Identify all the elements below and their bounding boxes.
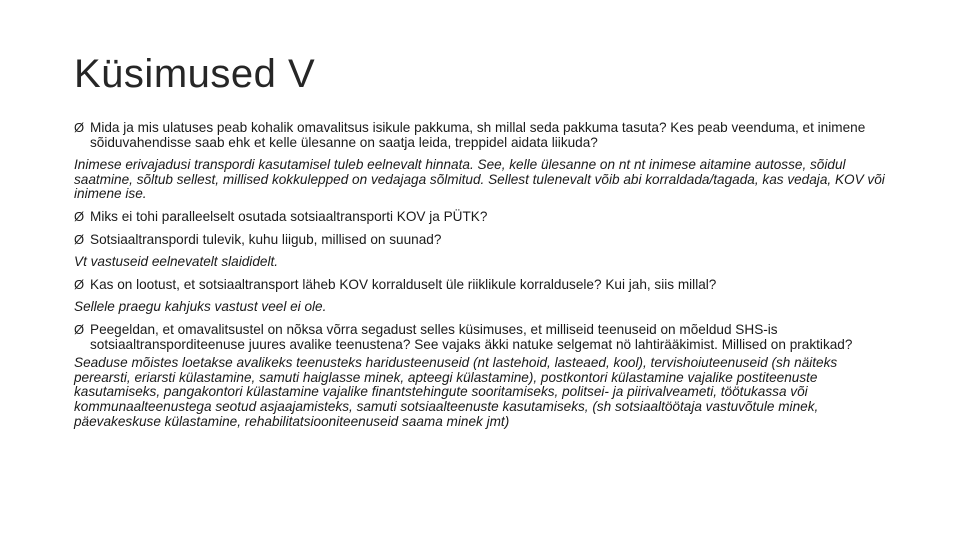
question-text: Kas on lootust, et sotsiaaltransport läheb KOV korralduselt üle riiklikule korraldusele? Kui jah, siis millal? [90, 276, 717, 292]
question-2 [74, 210, 894, 225]
question-text: Mida ja mis ulatuses peab kohalik omavalitsus isikule pakkuma, sh millal seda pakkuma tasuta? Kes peab veenduma, et inimene sõiduvahendisse saab ehk et kelle ülesanne on saatja leida, treppidel aidata liikuda? [90, 120, 866, 150]
slide-content [74, 121, 894, 437]
arrow-bullet-icon: Ø [74, 120, 85, 135]
question-4 [74, 278, 894, 293]
arrow-bullet-icon: Ø [74, 321, 85, 337]
question-text: Peegeldan, et omavalitsustel on nõksa võrra segadust selles küsimuses, et milliseid teenuseid on mõeldud SHS-is sotsiaaltransporditeenuse juures avalike teenustena? See vajaks äkki natuke selgemat nö lahtirääkimist. Millised on praktikad? [90, 321, 853, 352]
answer-5: Seaduse mõistes loetakse avalikeks teenusteks haridusteenuseid (nt lastehoid, lasteaed, kool), tervishoiuteenuseid (sh näiteks perearsti, eriarsti külastamine, samuti haiglasse minek, apteegi külastamine), postkontori külastamine vajalike postiteenuste kasutamiseks, pangakontori külastamine vajalike finantstehingute sooritamiseks, politsei- ja piirivalveameti, töötukassa või kommunaalteenustega seotud asjaajamisteks, samuti sotsiaalteenuste kasutamiseks, (sh sotsiaaltöötaja vastuvõtule minek, päevakeskuse külastamine, rehabilitatsiooniteenuseid saama minek jmt) [74, 355, 838, 429]
slide-title: Küsimused V [74, 52, 316, 96]
answer-3: Vt vastuseid eelnevatelt slaididelt. [74, 254, 279, 270]
answer-4: Sellele praegu kahjuks vastust veel ei ole. [74, 299, 327, 315]
question-5 [74, 323, 894, 352]
question-text: Miks ei tohi paralleelselt osutada sotsiaaltransporti KOV ja PÜTK? [90, 208, 488, 224]
arrow-bullet-icon: Ø [74, 231, 85, 247]
question-3 [74, 233, 894, 248]
question-1 [74, 121, 894, 150]
question-text: Sotsiaaltranspordi tulevik, kuhu liigub, millised on suunad? [90, 231, 442, 247]
arrow-bullet-icon: Ø [74, 208, 85, 224]
arrow-bullet-icon: Ø [74, 276, 85, 292]
answer-1: Inimese erivajadusi transpordi kasutamisel tuleb eelnevalt hinnata. See, kelle ülesanne on nt nt inimese aitamine autosse, sõidul saatmine, sõltub sellest, millised kokkulepped on vedajaga sõlmitud. Sellest tulenevalt võib abi korraldada/tagada, kas vedaja, KOV või inimene ise. [74, 157, 885, 202]
